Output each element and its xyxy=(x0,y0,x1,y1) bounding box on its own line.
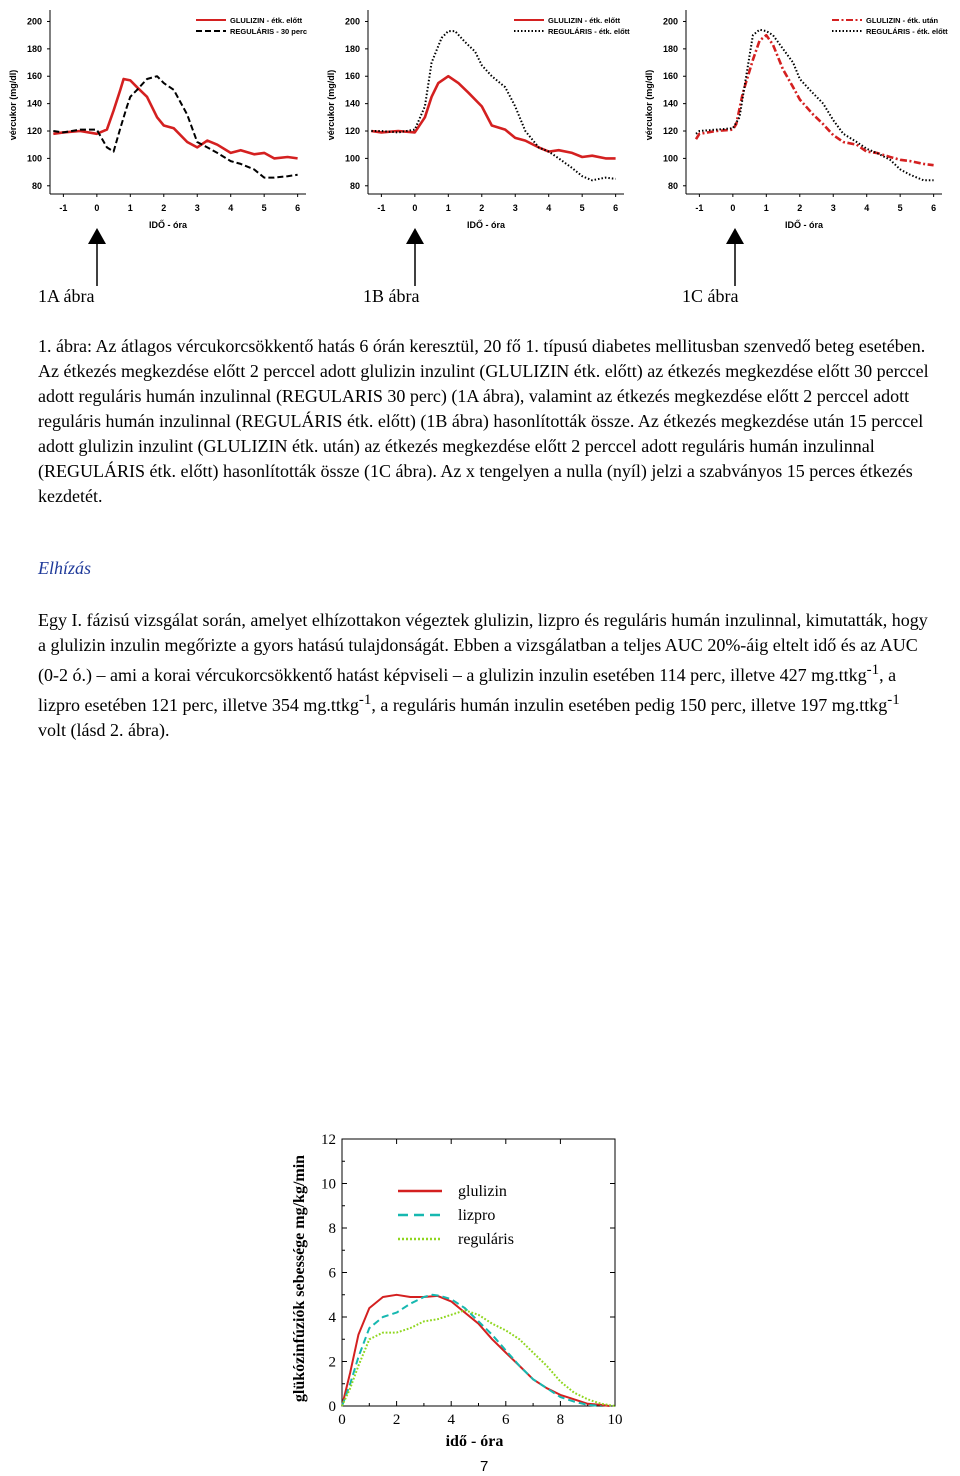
y-tick-label: 12 xyxy=(321,1132,336,1148)
series-line-lizpro xyxy=(342,1295,601,1406)
x-tick-label: 0 xyxy=(412,203,418,213)
y-tick-label: 140 xyxy=(662,98,678,109)
y-tick-label: 2 xyxy=(328,1354,336,1371)
y-tick-label: 120 xyxy=(26,126,42,137)
legend-label: REGULÁRIS - 30 perc xyxy=(230,27,308,36)
x-tick-label: -1 xyxy=(695,203,704,213)
figure-labels-row xyxy=(0,286,960,310)
x-tick-label: 1 xyxy=(763,203,769,213)
legend-label: REGULÁRIS - étk. előtt xyxy=(548,27,630,36)
y-axis-title: vércukor (mg/dl) xyxy=(8,69,18,141)
x-tick-label: 2 xyxy=(392,1412,401,1428)
legend-label: reguláris xyxy=(458,1231,514,1248)
y-axis-title: vércukor (mg/dl) xyxy=(644,69,654,141)
y-tick-label: 140 xyxy=(26,98,42,109)
y-tick-label: 160 xyxy=(26,71,42,82)
legend-label: glulizin xyxy=(458,1183,507,1200)
x-tick-label: 3 xyxy=(830,203,836,213)
plot-frame xyxy=(342,1139,615,1406)
arrow-up-icon xyxy=(406,228,424,286)
x-axis-title: IDŐ - óra xyxy=(148,220,188,230)
y-tick-label: 160 xyxy=(662,71,678,82)
x-tick-label: 4 xyxy=(864,203,870,213)
y-tick-label: 160 xyxy=(344,71,360,82)
chart-1c xyxy=(636,0,958,240)
page-number: 7 xyxy=(480,1458,489,1475)
x-axis-title: IDŐ - óra xyxy=(784,220,824,230)
y-tick-label: 140 xyxy=(344,98,360,109)
x-tick-label: 5 xyxy=(897,203,903,213)
legend-label: lizpro xyxy=(458,1207,496,1224)
y-tick-label: 200 xyxy=(26,16,42,27)
y-tick-label: 6 xyxy=(328,1265,336,1282)
body-text-2: , a lizpro esetében 121 perc, illetve 354 mg.ttkg xyxy=(38,665,897,715)
x-tick-label: 2 xyxy=(161,203,167,213)
series-line-regularis xyxy=(696,30,934,181)
body-text-3: , a reguláris humán inzulin esetében pedig 150 perc, illetve 197 mg.ttkg xyxy=(371,695,888,715)
y-tick-label: 80 xyxy=(31,180,42,191)
x-tick-label: 5 xyxy=(261,203,267,213)
y-tick-label: 180 xyxy=(26,43,42,54)
y-tick-label: 100 xyxy=(344,153,360,164)
section-heading: Elhízás xyxy=(38,558,92,578)
chart-figure-2 xyxy=(280,1125,640,1455)
x-tick-label: 3 xyxy=(512,203,518,213)
y-tick-label: 100 xyxy=(26,153,42,164)
x-tick-label: 0 xyxy=(730,203,736,213)
series-line-glulizin xyxy=(53,79,297,158)
y-tick-label: 80 xyxy=(667,180,678,191)
meal-start-arrows xyxy=(0,228,960,288)
x-tick-label: 6 xyxy=(613,203,619,213)
y-tick-label: 200 xyxy=(344,16,360,27)
chart-1c-svg xyxy=(636,0,958,240)
x-tick-label: -1 xyxy=(377,203,386,213)
x-tick-label: 2 xyxy=(797,203,803,213)
figure-label-1a: 1A ábra xyxy=(38,286,95,306)
x-tick-label: 2 xyxy=(479,203,485,213)
x-tick-label: 6 xyxy=(502,1412,510,1428)
x-tick-label: 0 xyxy=(94,203,100,213)
y-tick-label: 180 xyxy=(662,43,678,54)
x-tick-label: 4 xyxy=(228,203,234,213)
x-tick-label: 8 xyxy=(556,1412,565,1428)
y-tick-label: 180 xyxy=(344,43,360,54)
y-tick-label: 120 xyxy=(344,126,360,137)
superscript: -1 xyxy=(866,662,880,678)
chart-1a xyxy=(0,0,320,240)
x-tick-label: 10 xyxy=(607,1412,623,1428)
y-tick-label: 4 xyxy=(328,1310,336,1326)
y-tick-label: 80 xyxy=(349,180,360,191)
arrow-up-icon xyxy=(88,228,106,286)
superscript: -1 xyxy=(887,692,900,708)
y-tick-label: 8 xyxy=(328,1221,336,1237)
x-tick-label: -1 xyxy=(59,203,68,213)
x-axis-title: IDŐ - óra xyxy=(466,220,506,230)
chart-figure-2-svg xyxy=(280,1125,640,1455)
series-line-regularis xyxy=(53,76,297,177)
y-tick-label: 0 xyxy=(328,1399,336,1415)
legend-label: GLULIZIN - étk. előtt xyxy=(548,16,621,25)
chart-1b xyxy=(318,0,638,240)
figure-label-1b: 1B ábra xyxy=(363,286,420,306)
y-tick-label: 10 xyxy=(321,1176,336,1193)
superscript: -1 xyxy=(358,692,372,708)
x-tick-label: 5 xyxy=(579,203,585,213)
y-tick-label: 120 xyxy=(662,126,678,137)
x-tick-label: 4 xyxy=(546,203,552,213)
y-tick-label: 100 xyxy=(662,153,678,164)
figure-label-1c: 1C ábra xyxy=(682,286,739,306)
series-line-glulizin xyxy=(371,76,615,158)
body-text-4: volt (lásd 2. ábra). xyxy=(38,720,170,740)
legend-label: GLULIZIN - étk. előtt xyxy=(230,16,303,25)
legend-label: GLULIZIN - étk. után xyxy=(866,16,939,25)
body-paragraph xyxy=(38,608,932,743)
x-axis-title: idő - óra xyxy=(445,1433,504,1450)
arrow-up-icon xyxy=(726,228,744,286)
series-line-glulizin xyxy=(696,35,934,165)
x-tick-label: 3 xyxy=(194,203,200,213)
x-tick-label: 1 xyxy=(445,203,451,213)
x-tick-label: 6 xyxy=(931,203,937,213)
y-axis-title: vércukor (mg/dl) xyxy=(326,69,336,141)
legend-label: REGULÁRIS - étk. előtt xyxy=(866,27,948,36)
x-tick-label: 0 xyxy=(338,1412,346,1428)
x-tick-label: 6 xyxy=(295,203,301,213)
x-tick-label: 1 xyxy=(127,203,133,213)
y-axis-title: glükózinfúziók sebessége mg/kg/min xyxy=(291,1154,308,1403)
y-tick-label: 200 xyxy=(662,16,678,27)
series-line-regularis xyxy=(371,31,615,180)
body-text-1: Egy I. fázisú vizsgálat során, amelyet elhízottakon végeztek glulizin, lizpro és reguláris humán inzulinnal, kimutatták, hogy a glulizin inzulin megőrizte a gyors hatású tulajdonságát. Ebben a vizsgálatban a teljes AUC 20%-áig eltelt idő és az AUC (0-2 ó.) – ami a korai vércukorcsökkentő hatást képviseli – a glulizin inzulin esetében 114 perc, illetve 427 mg.ttkg xyxy=(38,610,928,685)
x-tick-label: 4 xyxy=(447,1412,455,1428)
chart-1b-svg xyxy=(318,0,638,240)
figure-1-caption: 1. ábra: Az átlagos vércukorcsökkentő hatás 6 órán keresztül, 20 fő 1. típusú diabetes mellitusban szenvedő beteg esetében. Az étkezés megkezdése előtt 2 perccel adott glulizin inzulint (GLULIZIN étk. előtt) az étkezés megkezdése előtt 30 perccel adott reguláris humán inzulinnal (REGULARIS 30 perc) (1A ábra), valamint az étkezés megkezdése előtt 2 perccel adott reguláris humán inzulinnal (REGULÁRIS étk. előtt) (1B ábra) hasonlították össze. Az étkezés megkezdése után 15 perccel adott glulizin inzulint (GLULIZIN étk. után) az étkezés megkezdése előtt 2 perccel adott reguláris humán inzulinnal (REGULÁRIS étk. előtt) hasonlították össze (1C ábra). Az x tengelyen a nulla (nyíl) jelzi a szabványos 15 perces étkezés kezdetét. xyxy=(38,336,929,506)
chart-1a-svg xyxy=(0,0,320,240)
